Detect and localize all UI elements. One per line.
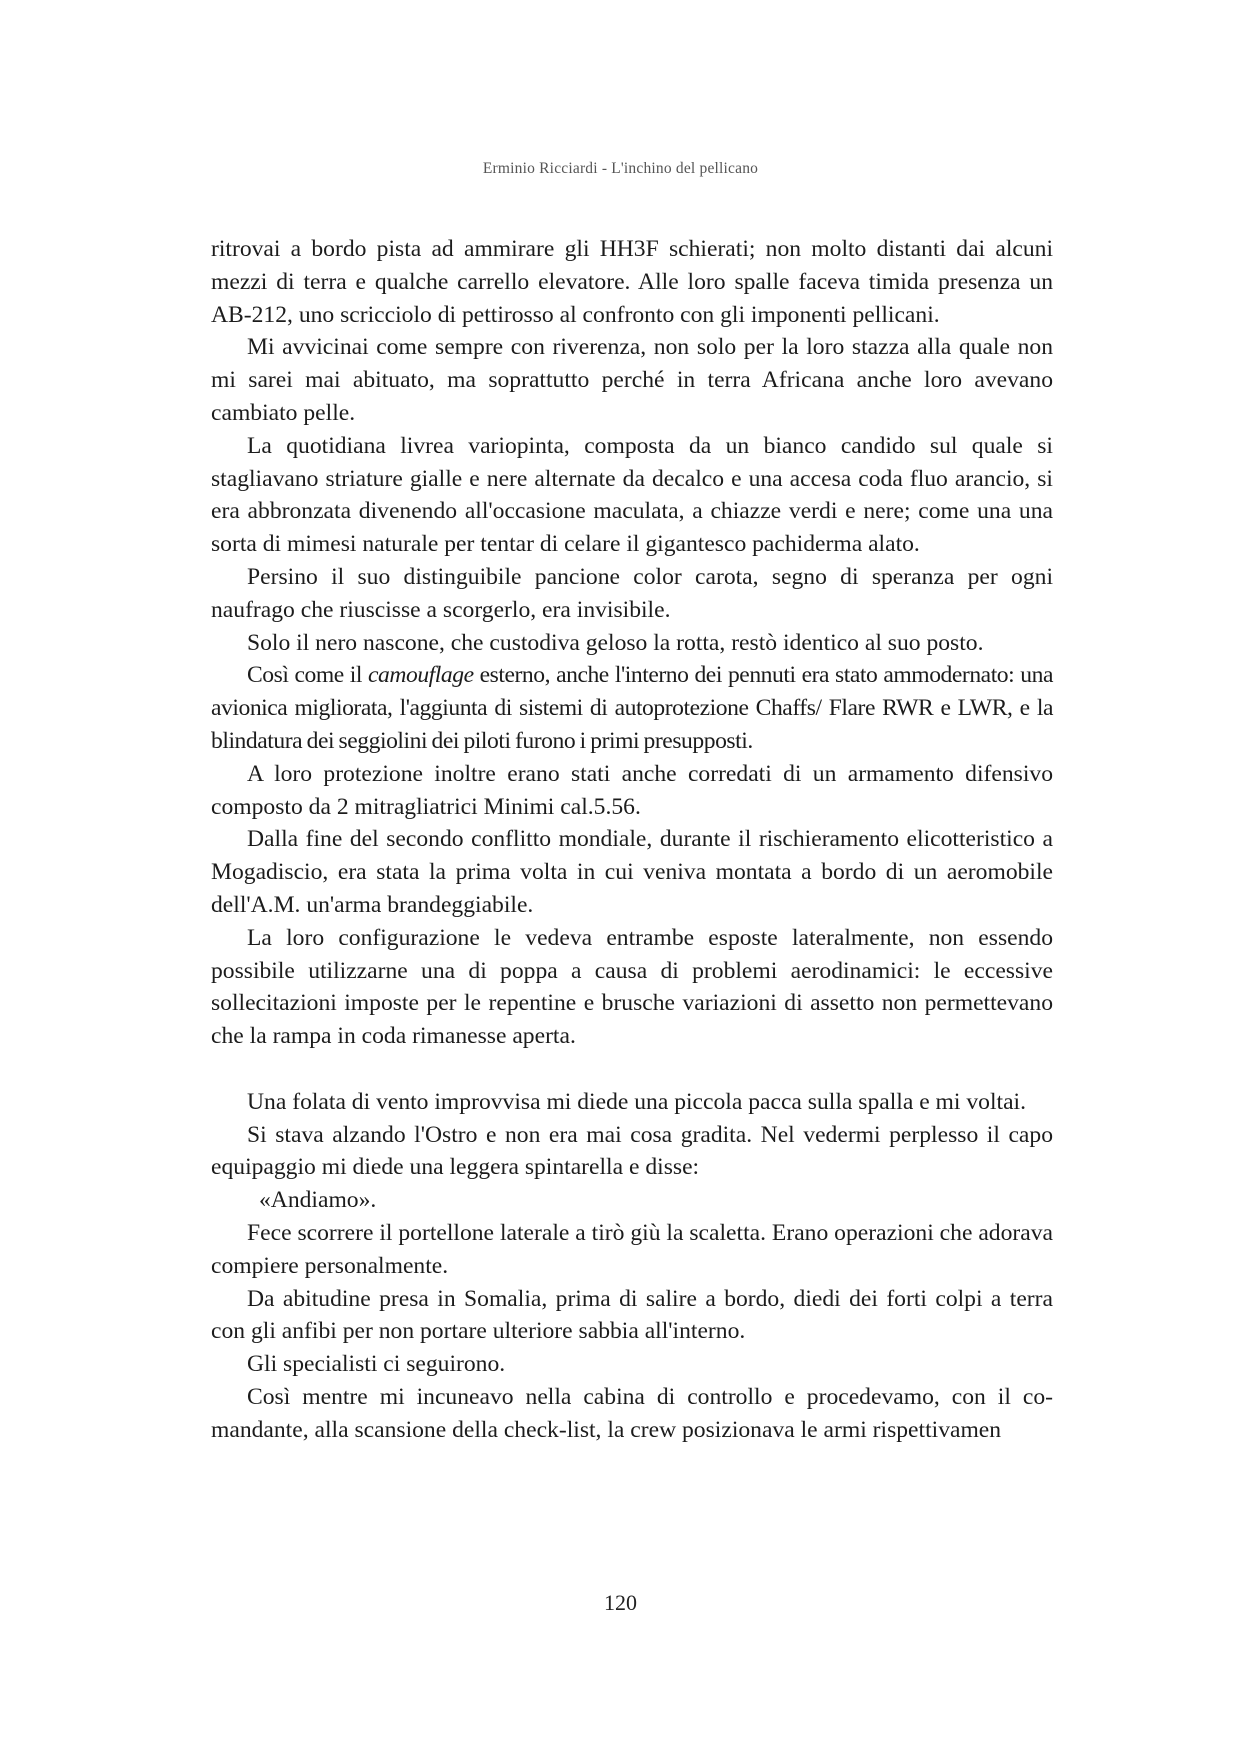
page-number: 120	[604, 1590, 637, 1615]
paragraph: Solo il nero nascone, che custodiva geloso la rotta, restò identico al suo posto.	[247, 629, 984, 656]
paragraph: A loro protezione inoltre erano stati anche corredati di un armamento difensivo composto da 2 mitragliatrici Minimi cal.5.56.	[211, 760, 1053, 820]
dialogue-line: «Andiamo».	[259, 1187, 377, 1214]
paragraph: Dalla fine del secondo conflitto mondiale, durante il rischieramento elicotteristico a Mogadiscio, era stata la prima volta in cui veniva montata a bordo di un aeromobile dell'A.M. un'arma brandeggiabile.	[211, 826, 1053, 918]
paragraph-text: esterno, anche l'interno dei pennuti era stato ammodernato: una avionica migliorata, l'aggiunta di sistemi di autoprotezione Chaffs/ Flare RWR e LWR, e la blindatura dei seggiolini dei piloti furono i primi presupposti.	[211, 662, 1053, 754]
paragraph	[211, 659, 1053, 757]
paragraph: Persino il suo distinguibile pancione color carota, segno di speranza per ogni naufrago che riuscisse a scorgerlo, era invisibile.	[211, 563, 1053, 623]
paragraph: Si stava alzando l'Ostro e non era mai cosa gradita. Nel vedermi perplesso il capo equipaggio mi diede una leggera spintarella e disse:	[211, 1121, 1053, 1181]
paragraph: Da abitudine presa in Somalia, prima di salire a bordo, diedi dei forti colpi a terra con gli anfibi per non portare ulteriore sabbia all'interno.	[211, 1285, 1053, 1345]
paragraph: ritrovai a bordo pista ad ammirare gli HH3F schierati; non molto distanti dai alcuni mezzi di terra e qualche carrello elevatore. Alle loro spalle faceva timida presenza un AB-212, uno scricciolo di pettirosso al confronto con gli imponenti pellicani.	[211, 236, 1053, 328]
paragraph: Così mentre mi incuneavo nella cabina di controllo e procedevamo, con il comandante, alla scansione della check-list, la crew posizionava le armi rispettivamen	[211, 1383, 1053, 1443]
running-header: Erminio Ricciardi - L'inchino del pellicano	[482, 160, 759, 177]
paragraph: Gli specialisti ci seguirono.	[247, 1351, 506, 1378]
paragraph-text: Così come il	[247, 662, 369, 689]
body-text	[211, 233, 1053, 1446]
paragraph: Una folata di vento improvvisa mi diede una piccola pacca sulla spalla e mi voltai.	[247, 1088, 1026, 1115]
paragraph: La quotidiana livrea variopinta, composta da un bianco candido sul quale si stagliavano striature gialle e nere alternate da decalco e una accesa coda fluo arancio, si era abbronzata divenendo all'occasione maculata, a chiazze verdi e nere; come una una sorta di mimesi naturale per tentar di celare il gigantesco pachiderma alato.	[211, 432, 1053, 558]
paragraph: Mi avvicinai come sempre con riverenza, non solo per la loro stazza alla quale non mi sarei mai abituato, ma soprattutto perché in terra Africana anche loro avevano cambiato pelle.	[211, 334, 1053, 426]
paragraph: Fece scorrere il portellone laterale a tirò giù la scaletta. Erano operazioni che adorava compiere personalmente.	[211, 1219, 1053, 1279]
paragraph: La loro configurazione le vedeva entrambe esposte lateralmente, non essendo possibile utilizzarne una di poppa a causa di problemi aerodinamici: le eccessive sollecitazioni imposte per le repentine e brusche variazioni di assetto non permettevano che la rampa in coda rimanesse aperta.	[211, 924, 1053, 1050]
emphasis-text: camouflage	[368, 662, 474, 689]
